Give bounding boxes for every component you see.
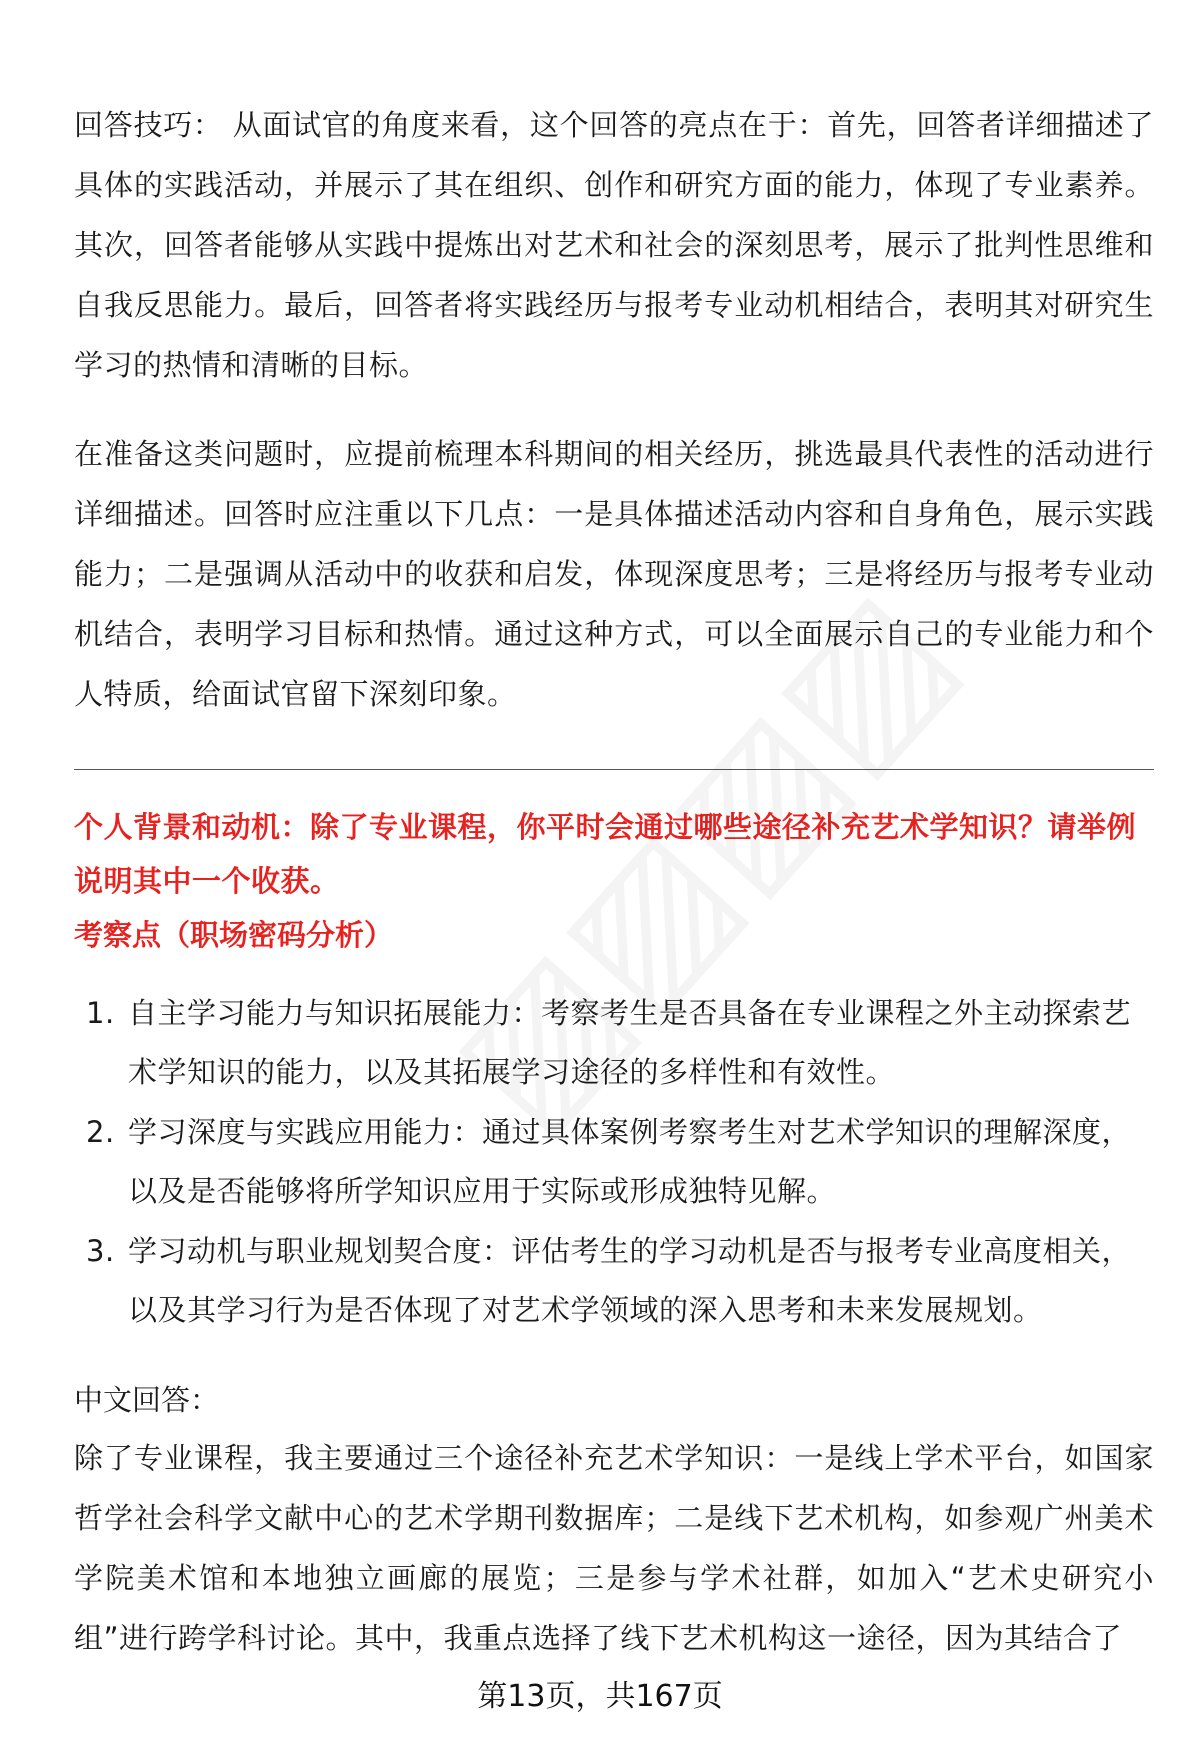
list-item-number: 2.	[86, 1115, 115, 1149]
page-number: 第13页，共167页	[477, 1679, 723, 1714]
section-divider	[74, 769, 1154, 770]
list-item-text: 学习动机与职业规划契合度：评估考生的学习动机是否与报考专业高度相关，以及其学习行为是否体现了对艺术学领域的深入思考和未来发展规划。	[128, 1234, 1132, 1327]
list-item-number: 1.	[86, 996, 115, 1030]
answer-tips-paragraph: 回答技巧： 从面试官的角度来看，这个回答的亮点在于：首先，回答者详细描述了具体的实践活动，并展示了其在组织、创作和研究方面的能力，体现了专业素养。其次，回答者能够从实践中提炼出对艺术和社会的深刻思考，展示了批判性思维和自我反思能力。最后，回答者将实践经历与报考专业动机相结合，表明其对研究生学习的热情和清晰的目标。	[74, 108, 1154, 382]
chinese-answer-label: 中文回答：	[74, 1383, 220, 1417]
list-item	[74, 1103, 1154, 1221]
list-item-number: 3.	[86, 1234, 115, 1268]
document-page	[74, 0, 1154, 1755]
focus-points-list	[74, 984, 1154, 1341]
list-item	[74, 1222, 1154, 1340]
chinese-answer-paragraph: 除了专业课程，我主要通过三个途径补充艺术学知识：一是线上学术平台，如国家哲学社会科学文献中心的艺术学期刊数据库；二是线下艺术机构，如参观广州美术学院美术馆和本地独立画廊的展览；三是参与学术社群，如加入“艺术史研究小组”进行跨学科讨论。其中，我重点选择了线下艺术机构这一途径，因为其结合了	[74, 1441, 1154, 1655]
preparation-advice-paragraph: 在准备这类问题时，应提前梳理本科期间的相关经历，挑选最具代表性的活动进行详细描述。回答时应注重以下几点：一是具体描述活动内容和自身角色，展示实践能力；二是强调从活动中的收获和启发，体现深度思考；三是将经历与报考专业动机结合，表明学习目标和热情。通过这种方式，可以全面展示自己的专业能力和个人特质，给面试官留下深刻印象。	[74, 437, 1154, 711]
list-item-text: 学习深度与实践应用能力：通过具体案例考察考生对艺术学知识的理解深度，以及是否能够将所学知识应用于实际或形成独特见解。	[128, 1115, 1132, 1208]
interview-question-heading: 个人背景和动机：除了专业课程，你平时会通过哪些途径补充艺术学知识？请举例说明其中一个收获。	[74, 810, 1137, 898]
list-item	[74, 984, 1154, 1102]
focus-points-heading: 考察点（职场密码分析）	[74, 918, 394, 952]
list-item-text: 自主学习能力与知识拓展能力：考察考生是否具备在专业课程之外主动探索艺术学知识的能力，以及其拓展学习途径的多样性和有效性。	[128, 996, 1132, 1089]
